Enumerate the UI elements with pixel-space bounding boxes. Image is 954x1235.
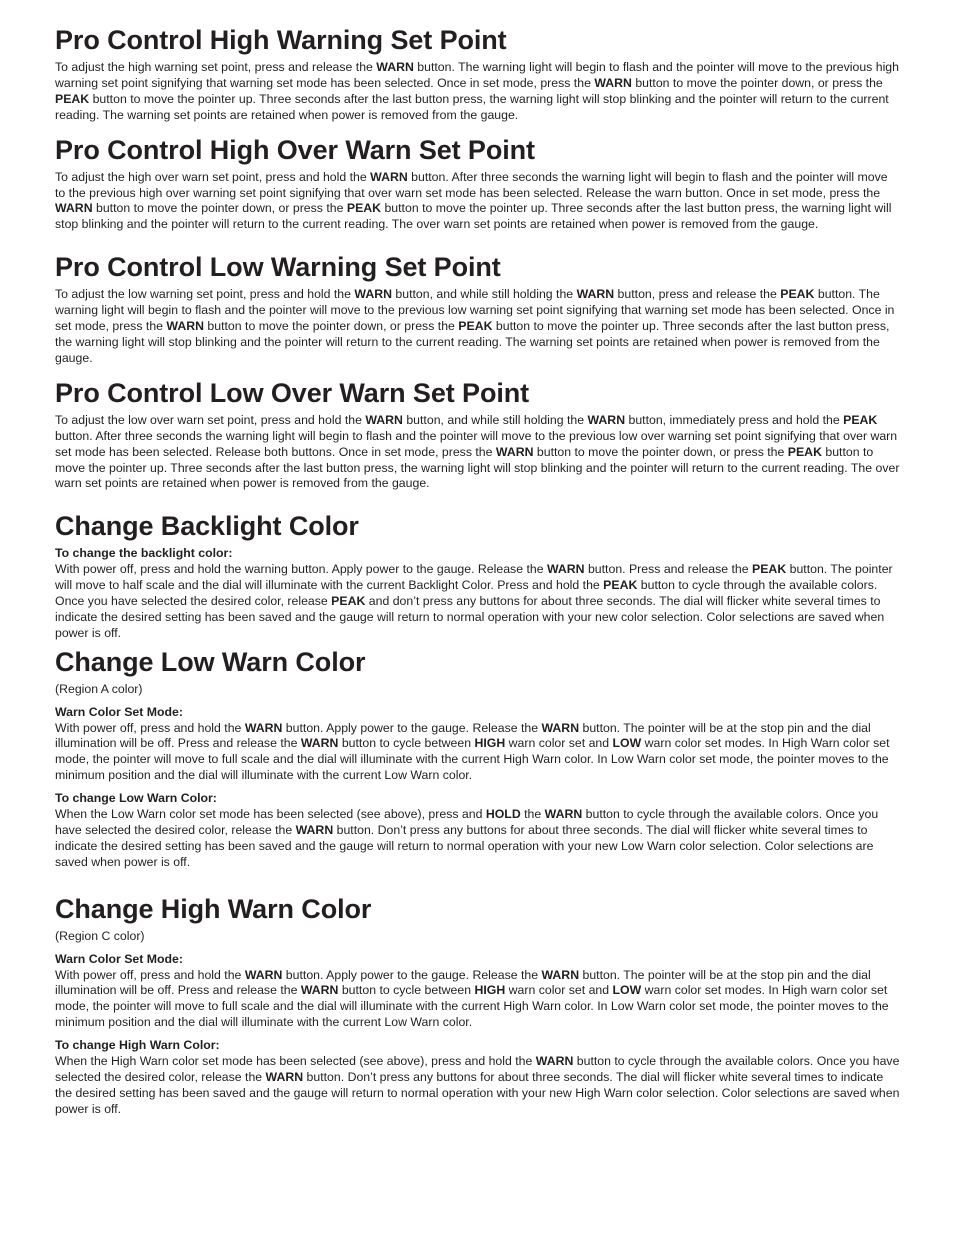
section-paragraph: To adjust the low warning set point, press and hold the WARN button, and while still holding the WARN button, press and release the PEAK button. The warning light will begin to flash and the pointer will move to the previous low warning set point signifying that warning set mode has been selected. Once in set mode, press the WARN button to move the pointer down, or press the PEAK button to move the pointer up. Three seconds after the last button press, the warning light will stop blinking and the pointer will return to the current reading. The warning set points are retained when power is removed from the gauge.	[55, 287, 895, 365]
bold-term: WARN	[544, 807, 583, 822]
section-heading: Change Backlight Color	[55, 511, 359, 542]
block-paragraph: With power off, press and hold the WARN button. Apply power to the gauge. Release the WARN button. The pointer will be at the stop pin and the dial illumination will be off. Press and release the WARN button to cycle between HIGH warn color set and LOW warn color set modes. In High warn color set mode, the pointer will move to full scale and the dial will illuminate with the current High Warn color. In Low Warn color set mode, the pointer moves to the minimum position and the dial will illuminate with the current Low Warn color.	[55, 967, 889, 1030]
section-heading: Pro Control High Over Warn Set Point	[55, 134, 535, 165]
bold-term: PEAK	[787, 444, 822, 459]
bold-term: WARN	[265, 1069, 304, 1084]
bold-term: WARN	[587, 412, 626, 427]
bold-term: WARN	[300, 983, 339, 998]
bold-term: WARN	[244, 720, 283, 735]
bold-term: PEAK	[346, 201, 382, 216]
section-subheading: To change the backlight color:	[55, 546, 233, 561]
bold-term: WARN	[354, 287, 392, 302]
bold-term: PEAK	[331, 594, 366, 609]
block-paragraph: When the High Warn color set mode has been selected (see above), press and hold the WARN button to cycle through the available colors. Once you have selected the desired color, release the WARN button. Don’t press any buttons for about three seconds. The dial will flicker white several times to indicate the desired setting has been saved and the gauge will return to normal operation with your new High Warn color selection. Color selections are saved when power is off.	[55, 1054, 900, 1116]
section-paragraph: To adjust the high over warn set point, press and hold the WARN button. After three seconds the warning light will begin to flash and the pointer will move to the previous high over warning set point signifying that over warn set mode has been selected. Release the warn button. Once in set mode, press the WARN button to move the pointer down, or press the PEAK button to move the pointer up. Three seconds after the last button press, the warning light will stop blinking and the pointer will return to the current reading. The over warn set points are retained when power is removed from the gauge.	[55, 169, 892, 232]
bold-term: WARN	[546, 562, 585, 577]
bold-term: PEAK	[843, 412, 878, 427]
bold-term: WARN	[495, 444, 534, 459]
section-high-warning-set-point	[55, 24, 900, 124]
bold-term: HIGH	[474, 983, 506, 998]
bold-term: PEAK	[603, 578, 638, 593]
section-change-backlight-color	[55, 510, 900, 641]
block-paragraph: With power off, press and hold the WARN button. Apply power to the gauge. Release the WARN button. The pointer will be at the stop pin and the dial illumination will be off. Press and release the WARN button to cycle between HIGH warn color set and LOW warn color set modes. In High Warn color set mode, the pointer will move to full scale and the dial will illuminate with the current High Warn color. In Low Warn color set mode, the pointer moves to the minimum position and the dial will illuminate with the current Low Warn color.	[55, 720, 890, 783]
section-high-over-warn-set-point	[55, 134, 900, 234]
block-subheading: Warn Color Set Mode:	[55, 951, 183, 966]
bold-term: WARN	[295, 823, 334, 837]
bold-term: LOW	[612, 736, 642, 751]
bold-term: LOW	[612, 983, 642, 998]
bold-term: PEAK	[55, 91, 90, 106]
section-heading: Pro Control Low Warning Set Point	[55, 252, 501, 283]
bold-term: WARN	[541, 967, 580, 982]
section-heading: Pro Control High Warning Set Point	[55, 25, 507, 55]
bold-term: WARN	[370, 169, 408, 184]
section-change-low-warn-color	[55, 646, 900, 871]
bold-term: PEAK	[780, 287, 815, 302]
block-subheading: To change Low Warn Color:	[55, 791, 217, 806]
block-paragraph: When the Low Warn color set mode has been selected (see above), press and HOLD the WARN button to cycle through the available colors. Once you have selected the desired color, release the WARN button. Don’t press any buttons for about three seconds. The dial will flicker white several times to indicate the desired setting has been saved and the gauge will return to normal operation with your new Low Warn color selection. Color selections are saved when power is off.	[55, 807, 879, 869]
bold-term: WARN	[376, 60, 414, 74]
bold-term: WARN	[244, 967, 283, 982]
section-low-warning-set-point	[55, 251, 900, 367]
section-change-high-warn-color	[55, 893, 900, 1118]
section-note: (Region A color)	[55, 681, 143, 696]
bold-term: WARN	[166, 319, 204, 334]
block-subheading: Warn Color Set Mode:	[55, 704, 183, 719]
section-paragraph: With power off, press and hold the warning button. Apply power to the gauge. Release the WARN button. Press and release the PEAK button. The pointer will move to half scale and the dial will illuminate with the current Backlight Color. Press and hold the PEAK button to cycle through the available colors. Once you have selected the desired color, release PEAK and don’t press any buttons for about three seconds. The dial will flicker white several times to indicate the desired setting has been saved and the gauge will return to normal operation with your new color selection. Color selections are saved when power is off.	[55, 562, 893, 640]
section-heading: Pro Control Low Over Warn Set Point	[55, 377, 530, 408]
bold-term: PEAK	[752, 562, 787, 577]
document-page	[55, 24, 900, 1118]
bold-term: HIGH	[474, 736, 506, 751]
bold-term: WARN	[541, 720, 580, 735]
bold-term: WARN	[594, 75, 632, 90]
bold-term: PEAK	[458, 319, 493, 334]
bold-term: HOLD	[485, 807, 521, 822]
block-subheading: To change High Warn Color:	[55, 1038, 220, 1053]
section-paragraph: To adjust the high warning set point, press and release the WARN button. The warning light will begin to flash and the pointer will move to the previous high warning set point signifying that warning set mode has been selected. Once in set mode, press the WARN button to move the pointer down, or press the PEAK button to move the pointer up. Three seconds after the last button press, the warning light will stop blinking and the pointer will return to the current reading. The warning set points are retained when power is removed from the gauge.	[55, 60, 899, 122]
bold-term: WARN	[535, 1054, 574, 1069]
section-low-over-warn-set-point	[55, 377, 900, 493]
section-note: (Region C color)	[55, 928, 145, 943]
section-heading: Change Low Warn Color	[55, 646, 366, 677]
bold-term: WARN	[55, 201, 93, 216]
bold-term: WARN	[365, 412, 403, 427]
section-paragraph: To adjust the low over warn set point, press and hold the WARN button, and while still holding the WARN button, immediately press and hold the PEAK button. After three seconds the warning light will begin to flash and the pointer will move to the previous low over warning set point signifying that over warn set mode has been selected. Release both buttons. Once in set mode, press the WARN button to move the pointer down, or press the PEAK button to move the pointer up. Three seconds after the last button press, the warning light will stop blinking and the pointer will return to the current reading. The over warn set points are retained when power is removed from the gauge.	[55, 412, 900, 491]
bold-term: WARN	[300, 736, 339, 751]
section-heading: Change High Warn Color	[55, 893, 372, 924]
bold-term: WARN	[576, 287, 615, 302]
